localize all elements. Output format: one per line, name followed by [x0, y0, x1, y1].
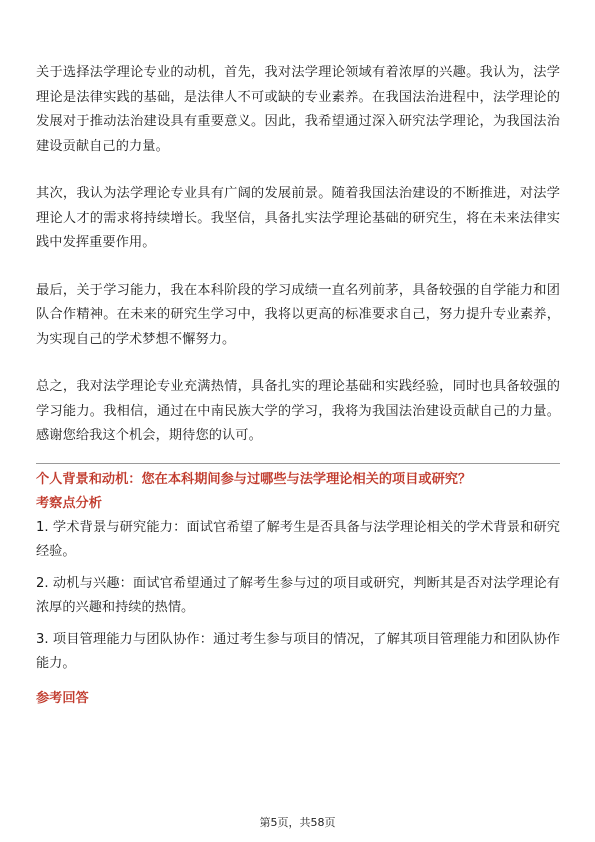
paragraph-prospects: 其次，我认为法学理论专业具有广阔的发展前景。随着我国法治建设的不断推进，对法学理论人才的需求将持续增长。我坚信，具备扎实法学理论基础的研究生，将在未来法律实践中发挥重要作用。 [36, 186, 560, 250]
analysis-item: 3. 项目管理能力与团队协作：通过考生参与项目的情况，了解其项目管理能力和团队协作能力。 [36, 631, 560, 671]
paragraph-ability: 最后，关于学习能力，我在本科阶段的学习成绩一直名列前茅，具备较强的自学能力和团队合作精神。在未来的研究生学习中，我将以更高的标准要求自己，努力提升专业素养，为实现自己的学术梦想不懈努力。 [36, 282, 560, 347]
paragraph-gap [36, 352, 560, 375]
section-divider [36, 463, 560, 464]
paragraph-gap [36, 159, 560, 182]
paragraph-motivation: 关于选择法学理论专业的动机，首先，我对法学理论领域有着浓厚的兴趣。我认为，法学理论是法律实践的基础，是法律人不可或缺的专业素养。在我国法治进程中，法学理论的发展对于推动法治建设具有重要意义。因此，我希望通过深入研究法学理论，为我国法治建设贡献自己的力量。 [36, 65, 560, 154]
interview-question: 个人背景和动机：您在本科期间参与过哪些与法学理论相关的项目或研究？ [36, 471, 472, 487]
page-content [36, 61, 560, 711]
paragraph-conclusion: 总之，我对法学理论专业充满热情，具备扎实的理论基础和实践经验，同时也具备较强的学习能力。我相信，通过在中南民族大学的学习，我将为我国法治建设贡献自己的力量。感谢您给我这个机会，期待您的认可。 [36, 379, 560, 443]
paragraph-gap [36, 256, 560, 279]
page-footer: 第5页，共58页 [259, 816, 336, 829]
reference-answer-heading: 参考回答 [36, 690, 89, 706]
analysis-item: 1. 学术背景与研究能力：面试官希望了解考生是否具备与法学理论相关的学术背景和研究经验。 [36, 519, 560, 559]
analysis-item: 2. 动机与兴趣：面试官希望通过了解考生参与过的项目或研究，判断其是否对法学理论有浓厚的兴趣和持续的热情。 [36, 575, 560, 615]
analysis-heading: 考察点分析 [36, 495, 102, 511]
